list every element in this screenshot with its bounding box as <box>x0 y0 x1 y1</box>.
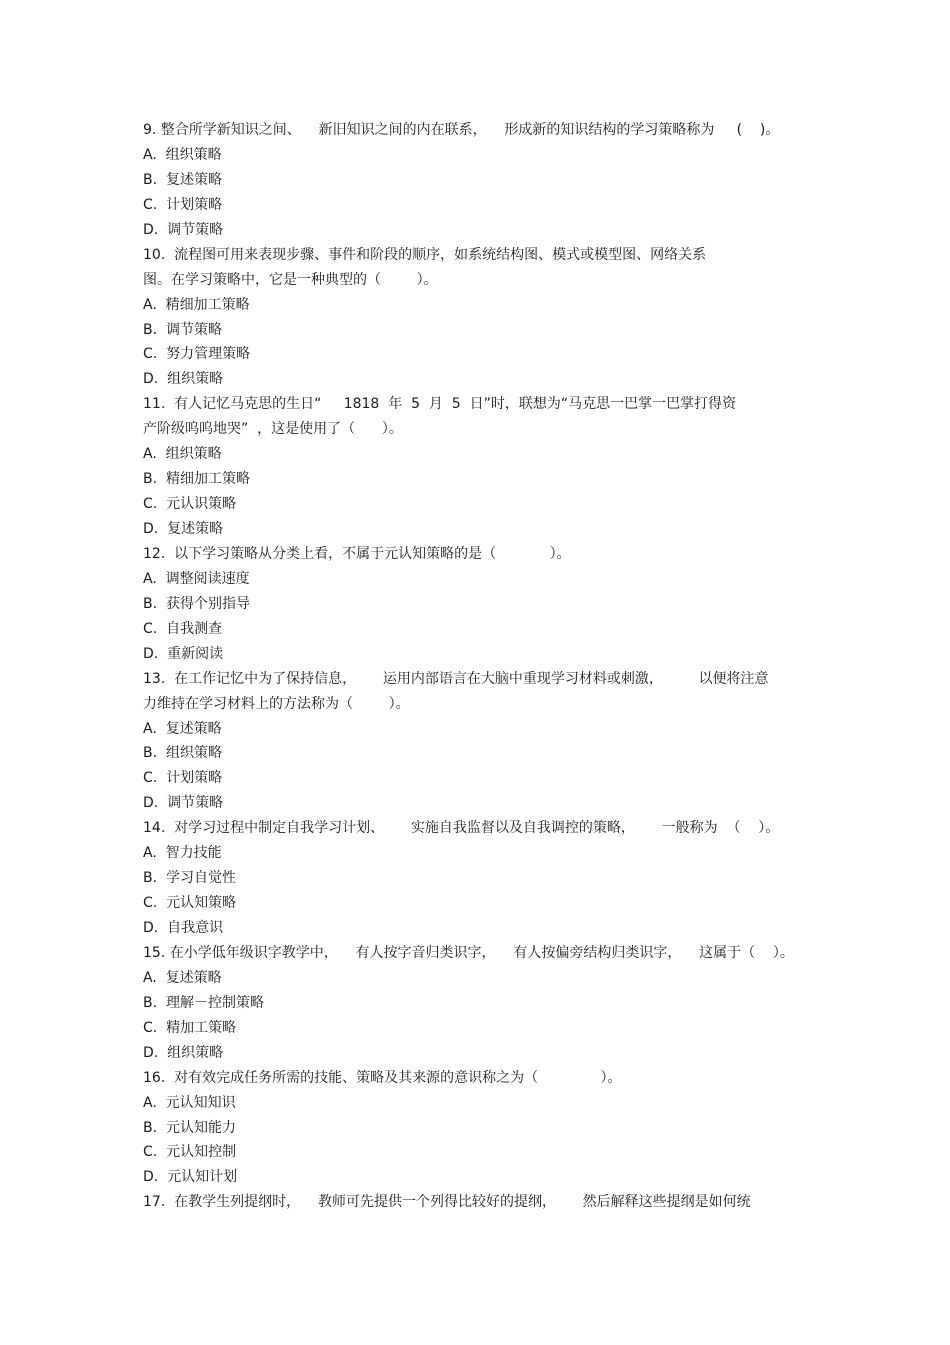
answer-option: D. 组织策略 <box>143 1044 224 1061</box>
answer-option: C. 计划策略 <box>143 770 223 787</box>
question-text-line: 15. 在小学低年级识字教学中， 有人按字音归类识字， 有人按偏旁结构归类识字， 这属于（ ）。 <box>143 944 794 961</box>
answer-option: C. 元认识策略 <box>143 496 237 513</box>
question-text-line: 12. 以下学习策略从分类上看，不属于元认知策略的是（ ）。 <box>143 545 571 562</box>
answer-option: C. 自我测查 <box>143 620 223 637</box>
question-text-line: 13. 在工作记忆中为了保持信息， 运用内部语言在大脑中重现学习材料或刺激， 以便将注意 <box>143 670 769 687</box>
answer-option: D. 元认知计划 <box>143 1169 238 1186</box>
question-text-line: 17. 在教学生列提纲时， 教师可先提供一个列得比较好的提纲， 然后解释这些提纲是如何统 <box>143 1194 751 1211</box>
question-text-line: 图。在学习策略中，它是一种典型的（ ）。 <box>143 271 438 288</box>
answer-option: A. 复述策略 <box>143 969 222 986</box>
question-text-line: 10. 流程图可用来表现步骤、事件和阶段的顺序，如系统结构图、模式或模型图、网络关系 <box>143 246 707 263</box>
answer-option: B. 精细加工策略 <box>143 471 250 488</box>
answer-option: A. 复述策略 <box>143 720 222 737</box>
answer-option: D. 调节策略 <box>143 795 224 812</box>
answer-option: D. 重新阅读 <box>143 645 224 662</box>
answer-option: B. 理解－控制策略 <box>143 994 264 1011</box>
answer-option: B. 学习自觉性 <box>143 870 236 887</box>
answer-option: D. 复述策略 <box>143 521 224 537</box>
answer-option: C. 计划策略 <box>143 196 223 213</box>
question-text-line: 产阶级呜呜地哭” ，这是使用了（ ）。 <box>143 421 403 438</box>
answer-option: C. 精加工策略 <box>143 1019 237 1036</box>
answer-option: A. 组织策略 <box>143 146 222 163</box>
answer-option: B. 组织策略 <box>143 745 222 762</box>
answer-option: C. 元认知控制 <box>143 1144 237 1161</box>
answer-option: D. 组织策略 <box>143 371 224 388</box>
answer-option: A. 组织策略 <box>143 446 222 463</box>
answer-option: D. 调节策略 <box>143 221 224 238</box>
answer-option: A. 精细加工策略 <box>143 296 250 313</box>
answer-option: D. 自我意识 <box>143 920 224 936</box>
answer-option: A. 元认知知识 <box>143 1094 236 1111</box>
answer-option: A. 调整阅读速度 <box>143 570 250 587</box>
answer-option: C. 元认知策略 <box>143 895 237 912</box>
answer-option: B. 获得个别指导 <box>143 595 250 612</box>
question-list <box>143 118 813 1215</box>
question-text-line: 11. 有人记忆马克思的生日“ 1818 年 5 月 5 日”时，联想为“马克思一巴掌一巴掌打得资 <box>143 396 737 413</box>
question-text-line: 14. 对学习过程中制定自我学习计划、 实施自我监督以及自我调控的策略， 一般称为 （ ）。 <box>143 820 780 837</box>
answer-option: B. 元认知能力 <box>143 1119 236 1136</box>
answer-option: B. 复述策略 <box>143 171 222 188</box>
question-text-line: 力维持在学习材料上的方法称为（ ）。 <box>143 695 410 712</box>
answer-option: C. 努力管理策略 <box>143 346 251 363</box>
question-text-line: 9. 整合所学新知识之间、 新旧知识之间的内在联系， 形成新的知识结构的学习策略称为 ( )。 <box>143 122 780 138</box>
answer-option: B. 调节策略 <box>143 321 222 338</box>
question-text-line: 16. 对有效完成任务所需的技能、策略及其来源的意识称之为（ ）。 <box>143 1069 622 1086</box>
answer-option: A. 智力技能 <box>143 845 222 862</box>
